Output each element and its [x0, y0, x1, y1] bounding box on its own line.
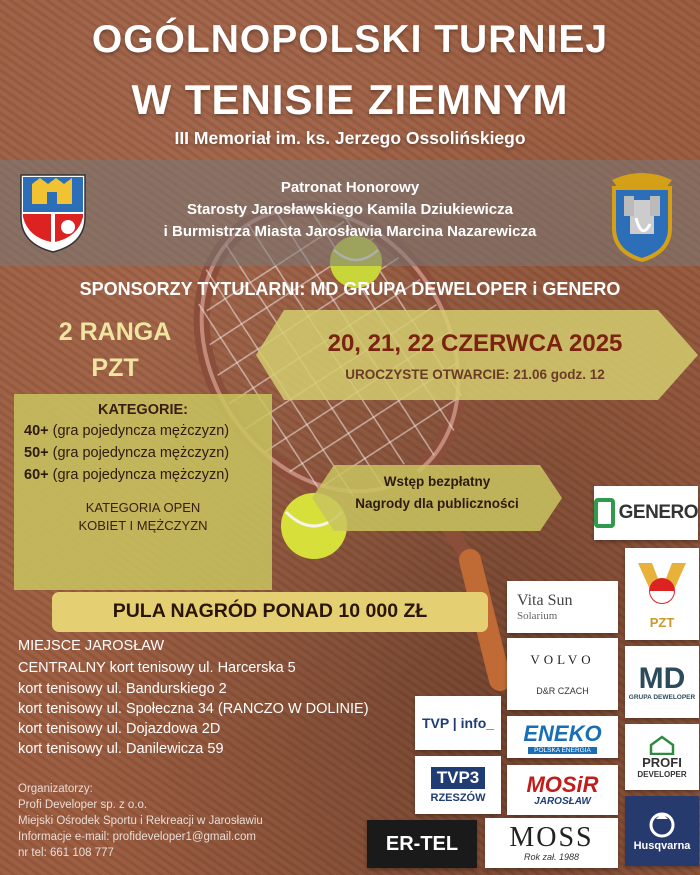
category-row-50 — [24, 445, 274, 461]
category-row-60 — [24, 467, 274, 483]
patronage-line-2: Starosty Jarosławskiego Kamila Dziukiewicza — [187, 201, 513, 218]
volvo-text: VOLVO — [530, 652, 595, 667]
category-desc: (gra pojedyncza mężczyzn) — [52, 467, 230, 483]
md-grupa-deweloper-logo — [625, 646, 699, 718]
category-open-line-1: KATEGORIA OPEN — [85, 500, 201, 515]
genero-s-icon — [594, 498, 615, 528]
category-open-line-2: KOBIET I MĘŻCZYZN — [78, 518, 208, 533]
tvp-info-text: TVP | info_ — [421, 715, 495, 731]
husqvarna-text: Husqvarna — [633, 840, 691, 852]
jaroslaw-city-crest-icon — [606, 170, 678, 262]
solarium-text: Solarium — [517, 610, 558, 622]
er-tel-logo — [367, 820, 477, 868]
organizer-line: Miejski Ośrodek Sportu i Rekreacji w Jarosławiu — [18, 815, 263, 827]
prize-pool: PULA NAGRÓD PONAD 10 000 ZŁ — [112, 600, 428, 622]
category-age: 40+ — [24, 423, 49, 439]
organizers-heading: Organizatorzy: — [18, 783, 93, 795]
organizer-email: Informacje e-mail: profideveloper1@gmail.com — [18, 831, 256, 843]
category-age: 60+ — [24, 467, 49, 483]
er-tel-text: ER-TEL — [385, 832, 459, 855]
venue-item: kort tenisowy ul. Dojazdowa 2D — [18, 721, 221, 737]
volvo-logo — [507, 638, 618, 710]
category-row-40 — [24, 423, 274, 439]
tvp3-rzeszow-logo — [415, 756, 501, 814]
venue-item: kort tenisowy ul. Społeczna 34 (RANCZO W DOLINIE) — [18, 701, 369, 717]
audience-prizes: Nagrody dla publiczności — [355, 496, 519, 511]
rank-line-1: 2 RANGA — [58, 318, 172, 346]
mosir-text: MOSiR — [526, 771, 599, 797]
eneko-subtext: POLSKA ENERGIA — [528, 747, 597, 754]
dr-czach-text: D&R CZACH — [536, 686, 589, 696]
venue-item: kort tenisowy ul. Bandurskiego 2 — [18, 681, 227, 697]
venue-item: CENTRALNY kort tenisowy ul. Harcerska 5 — [18, 660, 296, 676]
tvp3-subtext: RZESZÓW — [430, 791, 486, 804]
tvp3-text: TVP3 — [431, 767, 486, 789]
pzt-text: PZT — [649, 614, 675, 630]
mosir-subtext: JAROSŁAW — [534, 795, 591, 807]
patronage-line-3: i Burmistrza Miasta Jarosławia Marcina Nazarewicza — [163, 223, 537, 240]
free-entry: Wstęp bezpłatny — [383, 474, 491, 489]
eneko-logo — [507, 716, 618, 758]
category-desc: (gra pojedyncza mężczyzn) — [52, 445, 230, 461]
title-line-1: OGÓLNOPOLSKI TURNIEJ — [91, 18, 609, 61]
title-line-2: W TENISIE ZIEMNYM — [131, 76, 569, 123]
house-icon — [649, 735, 675, 755]
husqvarna-crown-icon — [647, 810, 677, 840]
genero-logo — [594, 486, 698, 540]
category-age: 50+ — [24, 445, 49, 461]
tvp-info-logo — [415, 696, 501, 750]
pzt-logo — [625, 548, 699, 640]
category-desc: (gra pojedyncza mężczyzn) — [52, 423, 230, 439]
profi-developer-logo — [625, 724, 699, 790]
genero-text: GENERO — [618, 502, 698, 523]
categories-title: KATEGORIE: — [98, 402, 188, 418]
organizer-line: Profi Developer sp. z o.o. — [18, 799, 148, 811]
vita-sun-logo — [507, 581, 618, 633]
md-text: MD — [638, 661, 686, 695]
husqvarna-logo — [625, 796, 699, 866]
eneko-text: ENEKO — [523, 720, 602, 746]
vita-sun-text: Vita Sun — [517, 592, 573, 609]
profi-subtext: DEVELOPER — [637, 770, 687, 779]
moss-text: MOSS — [509, 822, 594, 853]
venue-item: kort tenisowy ul. Danilewicza 59 — [18, 741, 224, 757]
mosir-logo — [507, 765, 618, 815]
patronage-line-1: Patronat Honorowy — [280, 179, 420, 196]
subtitle: III Memoriał im. ks. Jerzego Ossolińskiego — [174, 128, 526, 148]
md-subtext: GRUPA DEWELOPER — [628, 693, 696, 701]
event-dates: 20, 21, 22 CZERWCA 2025 — [327, 330, 623, 357]
rank-line-2: PZT — [91, 354, 139, 382]
pzt-emblem-icon — [634, 559, 690, 615]
title-sponsors: SPONSORZY TYTULARNI: MD GRUPA DEWELOPER i GENERO — [79, 279, 621, 299]
jaroslaw-county-crest-icon — [18, 172, 88, 254]
moss-logo — [485, 818, 618, 868]
opening-ceremony: UROCZYSTE OTWARCIE: 21.06 godz. 12 — [345, 367, 605, 382]
organizer-phone: nr tel: 661 108 777 — [18, 847, 114, 859]
profi-text: PROFI — [642, 755, 682, 770]
moss-subtext: Rok zał. 1988 — [523, 852, 580, 862]
venue-city: MIEJSCE JAROSŁAW — [18, 638, 165, 654]
